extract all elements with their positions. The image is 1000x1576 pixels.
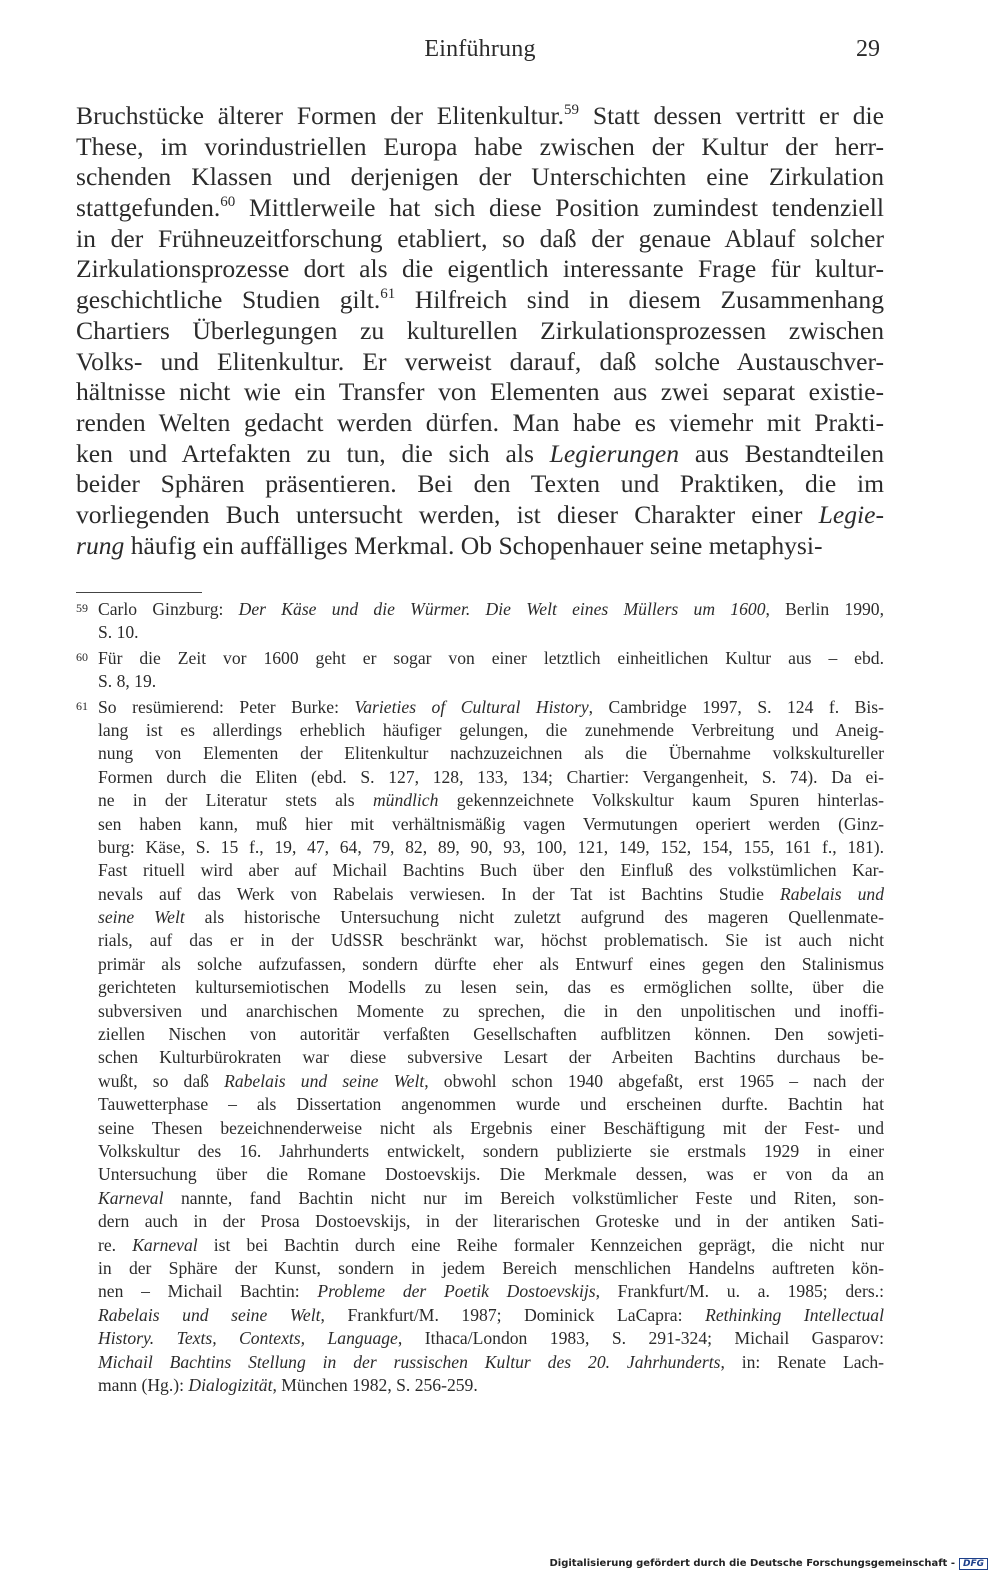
body-line xyxy=(76,531,884,562)
footer-text: Digitalisierung gefördert durch die Deutsche Forschungsgemeinschaft - xyxy=(549,1558,955,1569)
footnote-reference[interactable]: 60 xyxy=(220,194,236,211)
footnote-line xyxy=(98,1000,884,1023)
text-segment: Volkskultur des 16. Jahrhunderts entwickelt, sondern publizierte sie erstmals 1929 in einer xyxy=(98,1140,884,1161)
text-segment: nannte, fand Bachtin nicht nur im Bereich volkstümlicher Feste und Riten, son- xyxy=(163,1187,884,1208)
italic-text: Probleme der Poetik Dostoevskijs xyxy=(317,1281,596,1302)
footnote-line xyxy=(98,621,884,644)
text-segment: Bruchstücke älterer Formen der Elitenkultur. xyxy=(76,101,565,130)
text-segment: burg: Käse, S. 15 f., 19, 47, 64, 79, 82, 89, 90, 93, 100, 121, 149, 152, 154, 155, 161 f., 181). xyxy=(98,836,884,857)
text-segment: re. xyxy=(98,1234,133,1255)
text-segment: These, im vorindustriellen Europa habe zwischen der Kultur der herr- xyxy=(76,131,884,161)
body-text xyxy=(76,101,884,561)
text-segment: sen haben kann, muß hier mit verhältnismäßig vagen Vermutungen operiert werden (Ginz- xyxy=(98,813,884,834)
italic-text: Rabelais und seine Welt xyxy=(224,1070,425,1091)
italic-text: seine Welt xyxy=(98,907,185,928)
italic-text: Varieties of Cultural History xyxy=(354,696,589,717)
text-segment: , Cambridge 1997, S. 124 f. Bis- xyxy=(588,696,884,717)
body-line xyxy=(76,285,884,316)
footnote-line xyxy=(98,1210,884,1233)
footnote-line xyxy=(98,696,884,719)
italic-text: Legierungen xyxy=(549,438,680,468)
text-segment: stattgefunden. xyxy=(76,193,221,223)
text-segment: ziellen Nischen von autoritär verfaßten Gesellschaften aufblitzen können. Den sowjeti- xyxy=(98,1024,884,1045)
text-segment: in der Sphäre der Kunst, sondern in jedem Bereich menschlichen Handelns auftreten kön- xyxy=(98,1257,884,1278)
body-line xyxy=(76,254,884,285)
footnote-line xyxy=(98,1117,884,1140)
text-segment: als historische Untersuchung nicht zuletzt aufgrund des mageren Quellenmate- xyxy=(184,907,884,928)
italic-text: Legie- xyxy=(818,499,884,529)
text-segment: Carlo Ginzburg: xyxy=(98,599,239,619)
text-segment: aus Bestandteilen xyxy=(679,438,884,468)
body-line xyxy=(76,469,884,500)
footnote-line xyxy=(98,1234,884,1257)
text-segment: dern auch in der Prosa Dostoevskijs, in der literarischen Groteske und in der antiken Sati- xyxy=(98,1211,884,1232)
digitization-footer xyxy=(549,1558,988,1570)
text-segment: Chartiers Überlegungen zu kulturellen Zirkulationsprozessen zwischen xyxy=(76,315,884,345)
text-segment: wußt, so daß xyxy=(98,1070,225,1091)
footnote-line xyxy=(98,670,884,693)
text-segment: , München 1982, S. 256-259. xyxy=(272,1374,478,1395)
footnote-line xyxy=(98,1304,884,1327)
body-line xyxy=(76,500,884,531)
text-segment: So resümierend: Peter Burke: xyxy=(98,696,355,717)
footnote-line xyxy=(98,836,884,859)
text-segment: Fast rituell wird aber auf Michail Bachtins Buch über den Einfluß des volkstümlichen Kar- xyxy=(98,860,884,881)
italic-text: mündlich xyxy=(372,790,439,811)
italic-text: Rethinking Intellectual xyxy=(705,1304,884,1325)
text-segment: schenden Klassen und derjenigen der Unterschichten eine Zirkulation xyxy=(76,162,884,192)
footnote-line xyxy=(98,789,884,812)
text-segment: , Frankfurt/M. u. a. 1985; ders.: xyxy=(595,1281,884,1302)
footnotes xyxy=(76,598,884,1399)
footnote-line xyxy=(98,1023,884,1046)
text-segment: beider Sphären präsentieren. Bei den Texten und Praktiken, die im xyxy=(76,469,884,499)
footnote-number: 61 xyxy=(76,698,88,713)
footnote-line xyxy=(98,929,884,952)
footnote-59 xyxy=(76,598,884,645)
body-line xyxy=(76,101,884,132)
body-line xyxy=(76,162,884,193)
footnote-line xyxy=(98,1046,884,1069)
footnote-line xyxy=(98,1327,884,1350)
italic-text: Der Käse und die Würmer. Die Welt eines Müllers um 1600 xyxy=(238,599,766,619)
text-segment: , Frankfurt/M. 1987; Dominick LaCapra: xyxy=(320,1304,706,1325)
italic-text: History. Texts, Contexts, Language xyxy=(98,1328,398,1349)
text-segment: ne in der Literatur stets als xyxy=(98,790,373,811)
text-segment: Statt dessen vertritt er die xyxy=(579,101,884,130)
footnote-line xyxy=(98,976,884,999)
footnote-line xyxy=(98,719,884,742)
italic-text: Rabelais und seine Welt xyxy=(98,1304,321,1325)
body-line xyxy=(76,132,884,163)
footnote-line xyxy=(98,742,884,765)
text-segment: nevals auf das Werk von Rabelais verwiesen. In der Tat ist Bachtins Studie xyxy=(98,883,780,904)
text-segment: häufig ein auffälliges Merkmal. Ob Schopenhauer seine metaphysi- xyxy=(124,530,823,560)
text-segment: Untersuchung über die Romane Dostoevskijs. Die Merkmale dessen, was er von da an xyxy=(98,1164,884,1185)
text-segment: ist bei Bachtin durch eine Reihe formaler Kennzeichen geprägt, die nicht nur xyxy=(197,1234,884,1255)
body-line xyxy=(76,408,884,439)
running-header xyxy=(76,36,884,66)
footnote-number: 59 xyxy=(76,601,88,615)
footnote-61 xyxy=(76,696,884,1398)
footnote-60 xyxy=(76,647,884,694)
text-segment: nung von Elementen der Elitenkultur nachzuzeichnen als die Übernahme volkskultureller xyxy=(98,743,884,764)
footnote-line xyxy=(98,1140,884,1163)
text-segment: Mittlerweile hat sich diese Position zumindest tendenziell xyxy=(235,193,884,223)
text-segment: schen Kulturbürokraten war diese subversive Lesart der Arbeiten Bachtins durchaus be- xyxy=(98,1047,884,1068)
body-line xyxy=(76,193,884,224)
footnote-line xyxy=(98,953,884,976)
footnote-line xyxy=(98,598,884,621)
text-segment: , in: Renate Lach- xyxy=(720,1351,884,1372)
body-line xyxy=(76,316,884,347)
footnote-line xyxy=(98,1163,884,1186)
italic-text: rung xyxy=(76,530,125,560)
text-segment: Formen durch die Eliten (ebd. S. 127, 128, 133, 134; Chartier: Vergangenheit, S. 74). Da ei- xyxy=(98,766,884,787)
footnote-line xyxy=(98,1374,884,1397)
text-segment: hältnisse nicht wie ein Transfer von Elementen aus zwei separat existie- xyxy=(76,377,884,407)
text-segment: Für die Zeit vor 1600 geht er sogar von einer letztlich einheitlichen Kultur aus – ebd. xyxy=(98,647,884,668)
text-segment: , Ithaca/London 1983, S. 291-324; Michail Gasparov: xyxy=(397,1328,884,1349)
text-segment: lang ist es allerdings erheblich häufiger gelungen, die zunehmende Verbreitung und Aneig- xyxy=(98,719,884,740)
italic-text: Dialogizität xyxy=(188,1374,273,1395)
text-segment: geschichtliche Studien gilt. xyxy=(76,285,381,315)
text-segment: , obwohl schon 1940 abgefaßt, erst 1965 – nach der xyxy=(424,1070,884,1091)
text-segment: Tauwetterphase – als Dissertation angenommen wurde und erscheinen durfte. Bachtin hat xyxy=(98,1094,884,1115)
text-segment: in der Frühneuzeitforschung etabliert, so daß der genaue Ablauf solcher xyxy=(76,223,884,253)
text-segment: primär als solche aufzufassen, sondern dürfte eher als Entwurf eines gegen den Stalinismus xyxy=(98,953,884,974)
footnote-line xyxy=(98,647,884,670)
footnote-line xyxy=(98,1257,884,1280)
text-segment: gekennzeichnete Volkskultur kaum Spuren hinterlas- xyxy=(438,790,884,811)
text-segment: S. 8, 19. xyxy=(98,671,157,692)
italic-text: Michail Bachtins Stellung in der russischen Kultur des 20. Jahrhunderts xyxy=(98,1351,721,1372)
footnote-line xyxy=(98,859,884,882)
footnote-line xyxy=(98,1351,884,1374)
italic-text: Karneval xyxy=(98,1187,164,1208)
footnote-separator xyxy=(76,592,202,593)
footnote-line xyxy=(98,1280,884,1303)
footnote-line xyxy=(98,883,884,906)
text-segment: seine Thesen bezeichnenderweise nicht als Ergebnis einer Beschäftigung mit der Fest- und xyxy=(98,1117,884,1138)
footnote-line xyxy=(98,1070,884,1093)
italic-text: Rabelais und xyxy=(779,883,884,904)
text-segment: renden Welten gedacht werden dürfen. Man habe es viemehr mit Prakti- xyxy=(76,407,884,437)
text-segment: Hilfreich sind in diesem Zusammenhang xyxy=(395,285,884,315)
page-number: 29 xyxy=(856,36,880,62)
footnote-number: 60 xyxy=(76,649,88,664)
text-segment: S. 10. xyxy=(98,622,139,643)
text-segment: nen – Michail Bachtin: xyxy=(98,1281,318,1302)
text-segment: , Berlin 1990, xyxy=(765,599,884,619)
footnote-line xyxy=(98,1187,884,1210)
body-line xyxy=(76,439,884,470)
text-segment: ken und Artefakten zu tun, die sich als xyxy=(76,438,550,468)
text-segment: Volks- und Elitenkultur. Er verweist darauf, daß solche Austauschver- xyxy=(76,346,884,376)
body-line xyxy=(76,377,884,408)
dfg-logo: DFG xyxy=(959,1558,988,1570)
footnote-line xyxy=(98,766,884,789)
footnote-reference[interactable]: 59 xyxy=(564,102,580,118)
text-segment: mann (Hg.): xyxy=(98,1374,189,1395)
running-title: Einführung xyxy=(424,36,536,62)
body-line xyxy=(76,224,884,255)
footnote-reference[interactable]: 61 xyxy=(380,286,396,303)
text-segment: gerichteten kultursemiotischen Modells zu lesen sein, das es ermöglichen sollte, über die xyxy=(98,977,884,998)
text-segment: Zirkulationsprozesse dort als die eigentlich interessante Frage für kultur- xyxy=(76,254,884,284)
footnote-line xyxy=(98,813,884,836)
text-segment: rials, auf das er in der UdSSR beschränkt war, höchst problematisch. Sie ist auch nicht xyxy=(98,930,884,951)
footnote-line xyxy=(98,1093,884,1116)
italic-text: Karneval xyxy=(132,1234,198,1255)
footnote-line xyxy=(98,906,884,929)
body-line xyxy=(76,347,884,378)
text-segment: vorliegenden Buch untersucht werden, ist dieser Charakter einer xyxy=(76,499,819,529)
text-segment: subversiven und anarchischen Momente zu sprechen, die in den unpolitischen und inoffi- xyxy=(98,1000,884,1021)
